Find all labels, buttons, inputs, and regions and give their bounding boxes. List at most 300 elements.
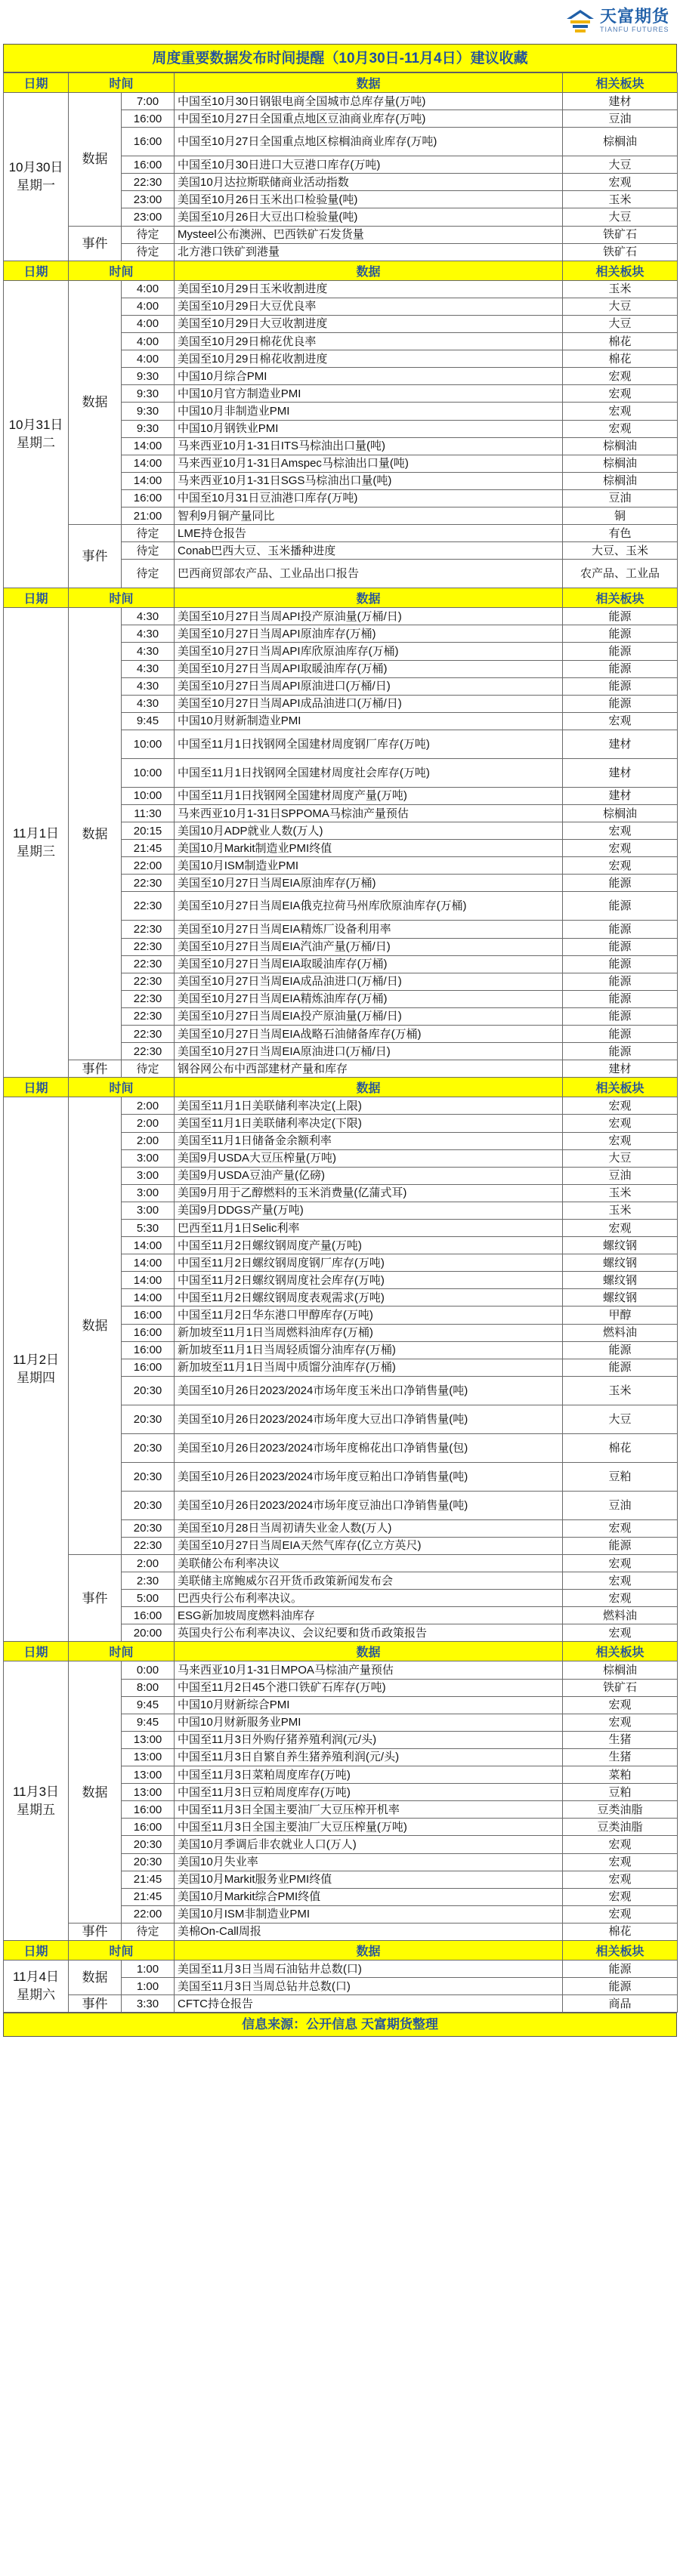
- related-sector: 有色: [563, 525, 678, 542]
- header-time: 时间: [69, 73, 175, 93]
- header-date: 日期: [4, 1940, 69, 1960]
- header-data: 数据: [175, 1940, 563, 1960]
- release-time: 10:00: [122, 787, 175, 804]
- related-sector: 能源: [563, 608, 678, 625]
- related-sector: 大豆、玉米: [563, 542, 678, 560]
- data-item: LME持仓报告: [175, 525, 563, 542]
- release-time: 22:30: [122, 938, 175, 955]
- related-sector: 宏观: [563, 1871, 678, 1888]
- related-sector: 铁矿石: [563, 226, 678, 243]
- data-item: 中国至11月1日找钢网全国建材周度社会库存(万吨): [175, 758, 563, 787]
- data-item: 美国至11月1日储备金余额利率: [175, 1132, 563, 1149]
- data-item: 中国至10月30日钢银电商全国城市总库存量(万吨): [175, 93, 563, 110]
- related-sector: 建材: [563, 787, 678, 804]
- data-item: 美国至11月3日当周总钻井总数(口): [175, 1978, 563, 1995]
- data-item: 美国至10月27日当周API库欣原油库存(万桶): [175, 643, 563, 660]
- schedule-table: [3, 72, 678, 2013]
- data-item: 美国至11月1日美联储利率决定(上限): [175, 1097, 563, 1115]
- related-sector: 豆粕: [563, 1462, 678, 1491]
- release-time: 16:00: [122, 110, 175, 128]
- related-sector: 螺纹钢: [563, 1289, 678, 1307]
- release-time: 待定: [122, 542, 175, 560]
- data-item: 中国至10月30日进口大豆港口库存(万吨): [175, 156, 563, 174]
- data-item: 美国至11月1日美联储利率决定(下限): [175, 1115, 563, 1132]
- table-row: [4, 1097, 678, 1115]
- data-item: 美国10月Markit综合PMI终值: [175, 1888, 563, 1905]
- header-sector: 相关板块: [563, 1940, 678, 1960]
- related-sector: 建材: [563, 1060, 678, 1078]
- day-date: 11月3日: [12, 1784, 60, 1799]
- brand-logo: [565, 8, 669, 34]
- data-item: 美国至10月27日当周API投产原油量(万桶/日): [175, 608, 563, 625]
- related-sector: 宏观: [563, 712, 678, 730]
- section-type: 事件: [69, 1060, 122, 1078]
- data-item: 中国至11月3日全国主要油厂大豆压榨开机率: [175, 1801, 563, 1819]
- release-time: 待定: [122, 1060, 175, 1078]
- data-item: 中国10月非制造业PMI: [175, 403, 563, 420]
- related-sector: 大豆: [563, 315, 678, 332]
- data-item: 美联储公布利率决议: [175, 1555, 563, 1572]
- data-item: 美国至10月27日当周EIA投产原油量(万桶/日): [175, 1007, 563, 1025]
- release-time: 待定: [122, 1923, 175, 1940]
- related-sector: 能源: [563, 625, 678, 643]
- data-item: 中国至10月27日全国重点地区棕榈油商业库存(万吨): [175, 128, 563, 156]
- related-sector: 能源: [563, 695, 678, 712]
- related-sector: 宏观: [563, 420, 678, 437]
- header-sector: 相关板块: [563, 73, 678, 93]
- related-sector: 能源: [563, 1007, 678, 1025]
- section-type: 事件: [69, 1555, 122, 1642]
- data-item: 美国至10月27日当周EIA精炼油库存(万桶): [175, 990, 563, 1007]
- release-time: 5:00: [122, 1590, 175, 1607]
- related-sector: 建材: [563, 758, 678, 787]
- data-item: 美国至10月26日2023/2024市场年度棉花出口净销售量(包): [175, 1433, 563, 1462]
- release-time: 23:00: [122, 208, 175, 226]
- release-time: 16:00: [122, 1341, 175, 1359]
- section-type: 事件: [69, 525, 122, 588]
- related-sector: 能源: [563, 1960, 678, 1977]
- related-sector: 玉米: [563, 1376, 678, 1405]
- data-item: 美国至10月29日大豆优良率: [175, 298, 563, 315]
- related-sector: 宏观: [563, 822, 678, 840]
- section-type: 事件: [69, 1923, 122, 1940]
- release-time: 22:30: [122, 955, 175, 973]
- data-item: 美国至10月26日2023/2024市场年度豆粕出口净销售量(吨): [175, 1462, 563, 1491]
- data-item: 美国9月USDA大豆压榨量(万吨): [175, 1149, 563, 1167]
- release-time: 16:00: [122, 1801, 175, 1819]
- data-item: Mysteel公布澳洲、巴西铁矿石发货量: [175, 226, 563, 243]
- release-time: 9:45: [122, 712, 175, 730]
- data-item: CFTC持仓报告: [175, 1995, 563, 2013]
- related-sector: 铁矿石: [563, 1679, 678, 1696]
- data-item: 美国10月Markit制造业PMI终值: [175, 840, 563, 857]
- data-item: 美国9月用于乙醇燃料的玉米消费量(亿蒲式耳): [175, 1184, 563, 1202]
- release-time: 4:00: [122, 280, 175, 298]
- related-sector: 螺纹钢: [563, 1272, 678, 1289]
- related-sector: 能源: [563, 1978, 678, 1995]
- data-item: 美国至10月27日当周EIA汽油产量(万桶/日): [175, 938, 563, 955]
- release-time: 20:30: [122, 1836, 175, 1853]
- related-sector: 宏观: [563, 403, 678, 420]
- data-item: 美国至10月29日棉花收割进度: [175, 350, 563, 368]
- related-sector: 豆粕: [563, 1784, 678, 1801]
- related-sector: 能源: [563, 677, 678, 695]
- release-time: 1:00: [122, 1978, 175, 1995]
- data-item: 中国10月钢铁业PMI: [175, 420, 563, 437]
- data-item: 美国至10月27日当周EIA精炼厂设备利用率: [175, 921, 563, 938]
- data-item: 美棉On-Call周报: [175, 1923, 563, 1940]
- release-time: 22:30: [122, 921, 175, 938]
- release-time: 5:30: [122, 1219, 175, 1236]
- release-time: 14:00: [122, 472, 175, 489]
- related-sector: 能源: [563, 875, 678, 892]
- release-time: 20:30: [122, 1376, 175, 1405]
- release-time: 3:30: [122, 1995, 175, 2013]
- related-sector: 棕榈油: [563, 437, 678, 455]
- related-sector: 宏观: [563, 1219, 678, 1236]
- day-cell: [4, 93, 69, 261]
- related-sector: 宏观: [563, 1097, 678, 1115]
- section-type: 数据: [69, 608, 122, 1060]
- related-sector: 棉花: [563, 333, 678, 350]
- related-sector: 玉米: [563, 280, 678, 298]
- data-item: 美国至10月29日玉米收割进度: [175, 280, 563, 298]
- related-sector: 铜: [563, 507, 678, 524]
- data-item: 马来西亚10月1-31日SGS马棕油出口量(吨): [175, 472, 563, 489]
- data-item: 中国10月综合PMI: [175, 368, 563, 385]
- data-item: 中国至11月3日全国主要油厂大豆压榨量(万吨): [175, 1819, 563, 1836]
- related-sector: 螺纹钢: [563, 1254, 678, 1272]
- data-item: 中国至10月31日豆油港口库存(万吨): [175, 489, 563, 507]
- release-time: 14:00: [122, 1289, 175, 1307]
- table-row: [4, 1555, 678, 1572]
- release-time: 9:45: [122, 1714, 175, 1731]
- related-sector: 大豆: [563, 1149, 678, 1167]
- data-item: 中国10月财新综合PMI: [175, 1696, 563, 1714]
- related-sector: 燃料油: [563, 1607, 678, 1624]
- release-time: 10:00: [122, 758, 175, 787]
- data-item: 中国至10月27日全国重点地区豆油商业库存(万吨): [175, 110, 563, 128]
- release-time: 待定: [122, 560, 175, 588]
- table-row: [4, 1923, 678, 1940]
- related-sector: 能源: [563, 643, 678, 660]
- section-type: 数据: [69, 1661, 122, 1923]
- release-time: 7:00: [122, 93, 175, 110]
- related-sector: 宏观: [563, 1624, 678, 1642]
- release-time: 8:00: [122, 1679, 175, 1696]
- data-item: 中国至11月1日找钢网全国建材周度产量(万吨): [175, 787, 563, 804]
- related-sector: 宏观: [563, 1853, 678, 1871]
- data-item: 美国至10月27日当周EIA战略石油储备库存(万桶): [175, 1026, 563, 1043]
- release-time: 4:00: [122, 298, 175, 315]
- release-time: 22:30: [122, 973, 175, 990]
- table-row: [4, 226, 678, 243]
- related-sector: 棕榈油: [563, 472, 678, 489]
- related-sector: 建材: [563, 730, 678, 758]
- data-item: 巴西商贸部农产品、工业品出口报告: [175, 560, 563, 588]
- related-sector: 宏观: [563, 1696, 678, 1714]
- release-time: 9:30: [122, 385, 175, 403]
- related-sector: 豆油: [563, 110, 678, 128]
- related-sector: 宏观: [563, 1714, 678, 1731]
- release-time: 22:30: [122, 174, 175, 191]
- data-item: 美国10月ISM非制造业PMI: [175, 1905, 563, 1923]
- data-item: 中国10月官方制造业PMI: [175, 385, 563, 403]
- release-time: 11:30: [122, 805, 175, 822]
- related-sector: 玉米: [563, 1184, 678, 1202]
- header-date: 日期: [4, 261, 69, 280]
- release-time: 22:30: [122, 1537, 175, 1554]
- release-time: 4:30: [122, 608, 175, 625]
- header-row: [4, 73, 678, 93]
- release-time: 14:00: [122, 1254, 175, 1272]
- related-sector: 能源: [563, 1537, 678, 1554]
- related-sector: 宏观: [563, 1555, 678, 1572]
- related-sector: 豆类油脂: [563, 1819, 678, 1836]
- release-time: 13:00: [122, 1731, 175, 1748]
- header-date: 日期: [4, 73, 69, 93]
- header-date: 日期: [4, 588, 69, 608]
- data-item: 新加坡至11月1日当周燃料油库存(万桶): [175, 1324, 563, 1341]
- data-item: 美国至10月27日当周EIA原油进口(万桶/日): [175, 1043, 563, 1060]
- page-title: 周度重要数据发布时间提醒（10月30日-11月4日）建议收藏: [3, 44, 677, 72]
- related-sector: 宏观: [563, 174, 678, 191]
- related-sector: 大豆: [563, 208, 678, 226]
- related-sector: 豆油: [563, 1167, 678, 1184]
- release-time: 4:30: [122, 660, 175, 677]
- release-time: 16:00: [122, 1819, 175, 1836]
- related-sector: 能源: [563, 938, 678, 955]
- data-item: 中国10月财新服务业PMI: [175, 1714, 563, 1731]
- data-item: 巴西央行公布利率决议。: [175, 1590, 563, 1607]
- data-item: 美国至10月27日当周EIA原油库存(万桶): [175, 875, 563, 892]
- release-time: 16:00: [122, 1307, 175, 1324]
- related-sector: 玉米: [563, 1202, 678, 1219]
- release-time: 16:00: [122, 1324, 175, 1341]
- table-row: [4, 1995, 678, 2013]
- data-item: 美国至10月27日当周API取暖油库存(万桶): [175, 660, 563, 677]
- release-time: 3:00: [122, 1167, 175, 1184]
- release-time: 待定: [122, 226, 175, 243]
- data-item: 美国至10月27日当周API成品油进口(万桶/日): [175, 695, 563, 712]
- header-sector: 相关板块: [563, 261, 678, 280]
- header-time: 时间: [69, 1940, 175, 1960]
- header-data: 数据: [175, 1078, 563, 1097]
- data-item: 美国至10月26日2023/2024市场年度大豆出口净销售量(吨): [175, 1405, 563, 1433]
- header-data: 数据: [175, 261, 563, 280]
- data-item: 中国至11月3日豆粕周度库存(万吨): [175, 1784, 563, 1801]
- related-sector: 能源: [563, 973, 678, 990]
- release-time: 4:30: [122, 695, 175, 712]
- header-sector: 相关板块: [563, 1078, 678, 1097]
- related-sector: 棕榈油: [563, 1661, 678, 1679]
- header-row: [4, 1642, 678, 1661]
- release-time: 0:00: [122, 1661, 175, 1679]
- release-time: 22:30: [122, 1007, 175, 1025]
- release-time: 3:00: [122, 1149, 175, 1167]
- related-sector: 能源: [563, 990, 678, 1007]
- header-time: 时间: [69, 588, 175, 608]
- table-row: [4, 1960, 678, 1977]
- related-sector: 能源: [563, 955, 678, 973]
- release-time: 14:00: [122, 1237, 175, 1254]
- day-weekday: 星期一: [17, 177, 55, 193]
- release-time: 23:00: [122, 191, 175, 208]
- related-sector: 能源: [563, 1043, 678, 1060]
- release-time: 13:00: [122, 1766, 175, 1784]
- data-item: 马来西亚10月1-31日Amspec马棕油出口量(吨): [175, 455, 563, 472]
- data-item: 中国至11月3日外购仔猪养殖利润(元/头): [175, 1731, 563, 1748]
- day-weekday: 星期五: [17, 1802, 55, 1817]
- release-time: 21:45: [122, 1888, 175, 1905]
- section-type: 数据: [69, 93, 122, 227]
- related-sector: 大豆: [563, 156, 678, 174]
- section-type: 事件: [69, 226, 122, 261]
- related-sector: 宏观: [563, 1572, 678, 1590]
- data-item: 中国至11月3日自繁自养生猪养殖利润(元/头): [175, 1748, 563, 1766]
- related-sector: 豆类油脂: [563, 1801, 678, 1819]
- logo-bar: [0, 0, 680, 44]
- table-row: [4, 280, 678, 298]
- release-time: 2:00: [122, 1132, 175, 1149]
- related-sector: 螺纹钢: [563, 1237, 678, 1254]
- header-time: 时间: [69, 1642, 175, 1661]
- related-sector: 棕榈油: [563, 805, 678, 822]
- related-sector: 菜粕: [563, 1766, 678, 1784]
- related-sector: 大豆: [563, 1405, 678, 1433]
- brand-name-en: TIANFU FUTURES: [599, 26, 669, 33]
- table-row: [4, 1661, 678, 1679]
- data-item: 美国至10月28日当周初请失业金人数(万人): [175, 1519, 563, 1537]
- day-cell: [4, 1661, 69, 1941]
- release-time: 20:00: [122, 1624, 175, 1642]
- day-cell: [4, 1097, 69, 1642]
- data-item: 中国至11月3日菜粕周度库存(万吨): [175, 1766, 563, 1784]
- release-time: 4:30: [122, 677, 175, 695]
- section-type: 数据: [69, 1960, 122, 1994]
- related-sector: 生猪: [563, 1748, 678, 1766]
- table-row: [4, 525, 678, 542]
- related-sector: 宏观: [563, 1888, 678, 1905]
- day-date: 11月4日: [12, 1970, 60, 1985]
- day-date: 11月1日: [12, 825, 60, 841]
- header-data: 数据: [175, 1642, 563, 1661]
- related-sector: 棕榈油: [563, 128, 678, 156]
- day-date: 10月31日: [8, 418, 63, 432]
- release-time: 9:30: [122, 368, 175, 385]
- release-time: 4:00: [122, 315, 175, 332]
- release-time: 14:00: [122, 1272, 175, 1289]
- header-row: [4, 588, 678, 608]
- table-row: [4, 93, 678, 110]
- data-item: 北方港口铁矿到港量: [175, 243, 563, 261]
- release-time: 21:45: [122, 840, 175, 857]
- data-item: 美国10月ISM制造业PMI: [175, 857, 563, 875]
- related-sector: 宏观: [563, 1115, 678, 1132]
- data-item: 中国至11月2日螺纹钢周度产量(万吨): [175, 1237, 563, 1254]
- related-sector: 农产品、工业品: [563, 560, 678, 588]
- data-item: 中国10月财新制造业PMI: [175, 712, 563, 730]
- release-time: 16:00: [122, 128, 175, 156]
- related-sector: 能源: [563, 892, 678, 921]
- release-time: 22:30: [122, 1043, 175, 1060]
- day-cell: [4, 608, 69, 1078]
- data-item: 新加坡至11月1日当周轻质馏分油库存(万桶): [175, 1341, 563, 1359]
- release-time: 14:00: [122, 437, 175, 455]
- release-time: 20:30: [122, 1433, 175, 1462]
- release-time: 3:00: [122, 1184, 175, 1202]
- release-time: 2:00: [122, 1555, 175, 1572]
- release-time: 21:45: [122, 1871, 175, 1888]
- related-sector: 棉花: [563, 350, 678, 368]
- related-sector: 甲醇: [563, 1307, 678, 1324]
- header-date: 日期: [4, 1078, 69, 1097]
- related-sector: 豆油: [563, 489, 678, 507]
- release-time: 20:15: [122, 822, 175, 840]
- release-time: 14:00: [122, 455, 175, 472]
- related-sector: 豆油: [563, 1491, 678, 1519]
- related-sector: 宏观: [563, 1590, 678, 1607]
- data-item: 钢谷网公布中西部建材产量和库存: [175, 1060, 563, 1078]
- data-item: 美国9月DDGS产量(万吨): [175, 1202, 563, 1219]
- related-sector: 棉花: [563, 1923, 678, 1940]
- data-item: 美联储主席鲍威尔召开货币政策新闻发布会: [175, 1572, 563, 1590]
- data-item: 智利9月铜产量同比: [175, 507, 563, 524]
- header-row: [4, 1940, 678, 1960]
- data-item: 美国至10月26日2023/2024市场年度玉米出口净销售量(吨): [175, 1376, 563, 1405]
- release-time: 4:00: [122, 333, 175, 350]
- data-item: 中国至11月2日华东港口甲醇库存(万吨): [175, 1307, 563, 1324]
- release-time: 16:00: [122, 489, 175, 507]
- release-time: 16:00: [122, 156, 175, 174]
- related-sector: 宏观: [563, 385, 678, 403]
- release-time: 16:00: [122, 1607, 175, 1624]
- data-item: Conab巴西大豆、玉米播种进度: [175, 542, 563, 560]
- release-time: 待定: [122, 243, 175, 261]
- release-time: 20:30: [122, 1853, 175, 1871]
- section-type: 数据: [69, 280, 122, 524]
- related-sector: 建材: [563, 93, 678, 110]
- related-sector: 大豆: [563, 298, 678, 315]
- release-time: 3:00: [122, 1202, 175, 1219]
- brand-name: 天富期货: [599, 7, 669, 26]
- release-time: 22:30: [122, 875, 175, 892]
- related-sector: 宏观: [563, 857, 678, 875]
- data-item: 美国10月达拉斯联储商业活动指数: [175, 174, 563, 191]
- data-item: 中国至11月2日螺纹钢周度表观需求(万吨): [175, 1289, 563, 1307]
- day-cell: [4, 1960, 69, 2012]
- data-item: 美国至10月27日当周EIA取暖油库存(万桶): [175, 955, 563, 973]
- release-time: 20:30: [122, 1519, 175, 1537]
- release-time: 2:00: [122, 1097, 175, 1115]
- brand-mark-icon: [565, 8, 595, 34]
- data-item: ESG新加坡周度燃料油库存: [175, 1607, 563, 1624]
- related-sector: 玉米: [563, 191, 678, 208]
- data-item: 美国至10月29日棉花优良率: [175, 333, 563, 350]
- data-item: 巴西至11月1日Selic利率: [175, 1219, 563, 1236]
- data-item: 美国至10月27日当周EIA天然气库存(亿立方英尺): [175, 1537, 563, 1554]
- release-time: 20:30: [122, 1491, 175, 1519]
- data-item: 新加坡至11月1日当周中质馏分油库存(万桶): [175, 1359, 563, 1376]
- release-time: 20:30: [122, 1405, 175, 1433]
- data-item: 中国至11月2日螺纹钢周度社会库存(万吨): [175, 1272, 563, 1289]
- release-time: 22:30: [122, 1026, 175, 1043]
- header-data: 数据: [175, 73, 563, 93]
- header-sector: 相关板块: [563, 1642, 678, 1661]
- related-sector: 能源: [563, 1026, 678, 1043]
- table-row: [4, 608, 678, 625]
- release-time: 22:00: [122, 857, 175, 875]
